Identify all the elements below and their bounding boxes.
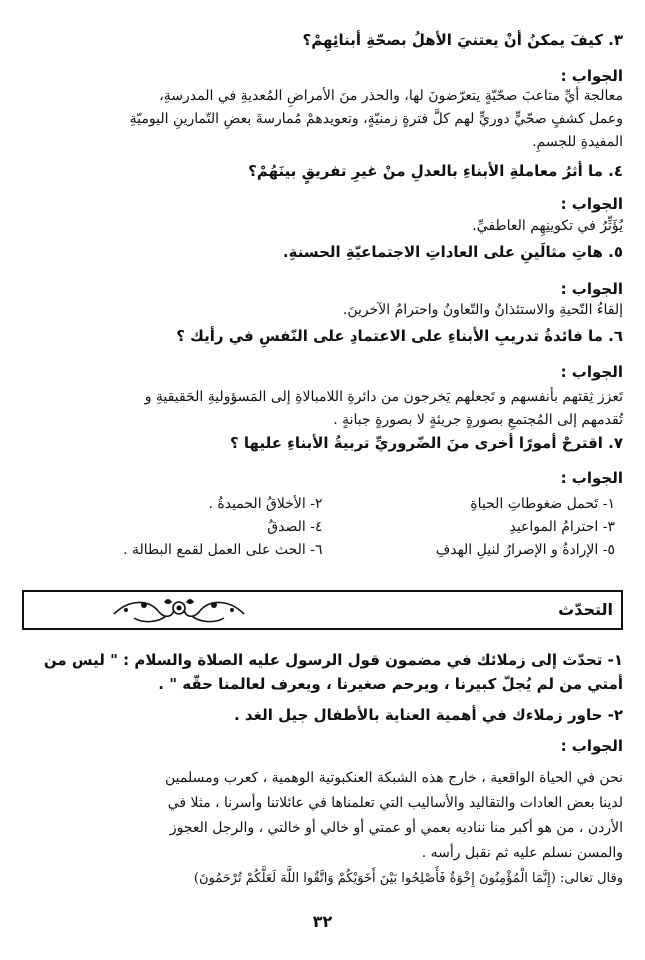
list-item: ٢- الأخلاقُ الحميدةُ . (208, 495, 323, 512)
list-row (30, 515, 615, 538)
answer-3-line-2: وعمل كشفٍ صحّيٍّ دوريٍّ لهم كلَّ فترةٍ زمنيّةٍ، وتعويدهمْ مُمارسةَ بعضِ التّمارينِ اليوميّةِ (129, 111, 623, 127)
page-number: ٣٢ (312, 912, 333, 931)
list-row (30, 538, 615, 561)
answer-label-3: الجواب : (560, 67, 623, 85)
answer-6-line-2: تُقدمهم إلى المُجتمعِ بصورةٍ جريئةٍ لا بصورةٍ جبانةٍ . (333, 412, 623, 428)
answer-label-6: الجواب : (560, 363, 623, 381)
answer-label-5: الجواب : (560, 280, 623, 298)
speaking-task-2: ٢- حاور زملاءك في أهمية العناية بالأطفال جيل الغد . (234, 706, 623, 724)
answer-6-line-1: تَعزز ثِقتهم بأنفسهم و تَجعلهم يَخرجون من دائرةِ اللامبالاةِ إلى المَسؤوليةِ الحَقيقيةِ و (144, 389, 623, 405)
section-banner (22, 590, 623, 630)
speaking-answer-line-2: لدينا بعض العادات والتقاليد والأساليب التي تعلمناها في عائلاتنا وأسرنا ، مثلا في (167, 795, 623, 811)
list-item: ١- تَحمل ضغوطاتِ الحياةِ (470, 495, 615, 512)
question-3: ٣. كيفَ يمكنُ أنْ يعتنيَ الأهلُ بصحّةِ أبنائِهِمْ؟ (302, 31, 623, 49)
speaking-answer-label: الجواب : (560, 737, 623, 755)
speaking-task-1-line-2: أمتي من لم يُجلّ كبيرنا ، ويرحم صغيرنا ، ويعرف لعالمنا حقّه " . (158, 675, 623, 693)
quran-verse: وقال تعالى: (إِنَّمَا الْمُؤْمِنُونَ إِخْوَةٌ فَأَصْلِحُوا بَيْنَ أَخَوَيْكُمْ وَاتَّقُوا اللَّهَ لَعَلَّكُمْ تُرْحَمُونَ) (193, 871, 623, 886)
list-item: ٤- الصدقُ (267, 518, 323, 535)
answer-label-4: الجواب : (560, 195, 623, 213)
answer-5: إلقاءُ التّحيةِ والاستئذانُ والتّعاونُ واحترامُ الآخرينَ. (342, 302, 623, 318)
list-row (30, 492, 615, 515)
question-4: ٤. ما أثرُ معاملةِ الأبناءِ بالعدلِ منْ غيرِ تفريقٍ بينَهُمْ؟ (248, 162, 623, 180)
section-title: التحدّث (558, 600, 613, 619)
question-7: ٧. اقترحْ أمورًا أخرى منَ الضّروريِّ تربيةُ الأبناءِ عليها ؟ (229, 434, 623, 452)
question-5: ٥. هاتِ مثالَينِ على العاداتِ الاجتماعيّةِ الحسنةِ. (282, 243, 623, 261)
speaking-task-1-line-1: ١- تحدّث إلى زملائك في مضمون قول الرسول عليه الصلاة والسلام : " ليس من (43, 651, 623, 669)
answer-3-line-3: المفيدةِ للجسمِ. (532, 134, 623, 150)
list-item: ٦- الحث على العمل لقمع البطالة . (123, 541, 323, 558)
speaking-answer-line-1: نحن في الحياة الواقعية ، خارج هذه الشبكة العنكبوتية الوهمية ، كعرب ومسلمين (165, 770, 623, 786)
speaking-answer-line-4: والمسن نسلم عليه ثم نقبل رأسه . (421, 845, 623, 861)
answer-3-line-1: معالجة أيِّ متاعبَ صحّيّةٍ يتعرّضونَ لها، والحذر منَ الأمراضِ المُعديةِ في المدرسةِ، (159, 88, 623, 104)
speaking-answer-line-3: الأردن ، من هو أكبر منا نناديه بعمي أو عمتي أو خالي أو خالتي ، والرجل العجوز (169, 820, 623, 836)
question-6: ٦. ما فائدةُ تدريبِ الأبناءِ على الاعتمادِ على النّفسِ في رأيك ؟ (176, 327, 623, 345)
answer-label-7: الجواب : (560, 469, 623, 487)
answer-7-list (30, 492, 615, 561)
floral-ornament-icon (104, 594, 254, 626)
answer-4: يُؤَثِّرُ في تكوينِهِم العاطفيِّ. (472, 218, 623, 234)
list-item: ٣- احترامُ المواعيدِ (509, 518, 615, 535)
list-item: ٥- الإرادةُ و الإصرارُ لنيلِ الهدفِ (435, 541, 615, 558)
